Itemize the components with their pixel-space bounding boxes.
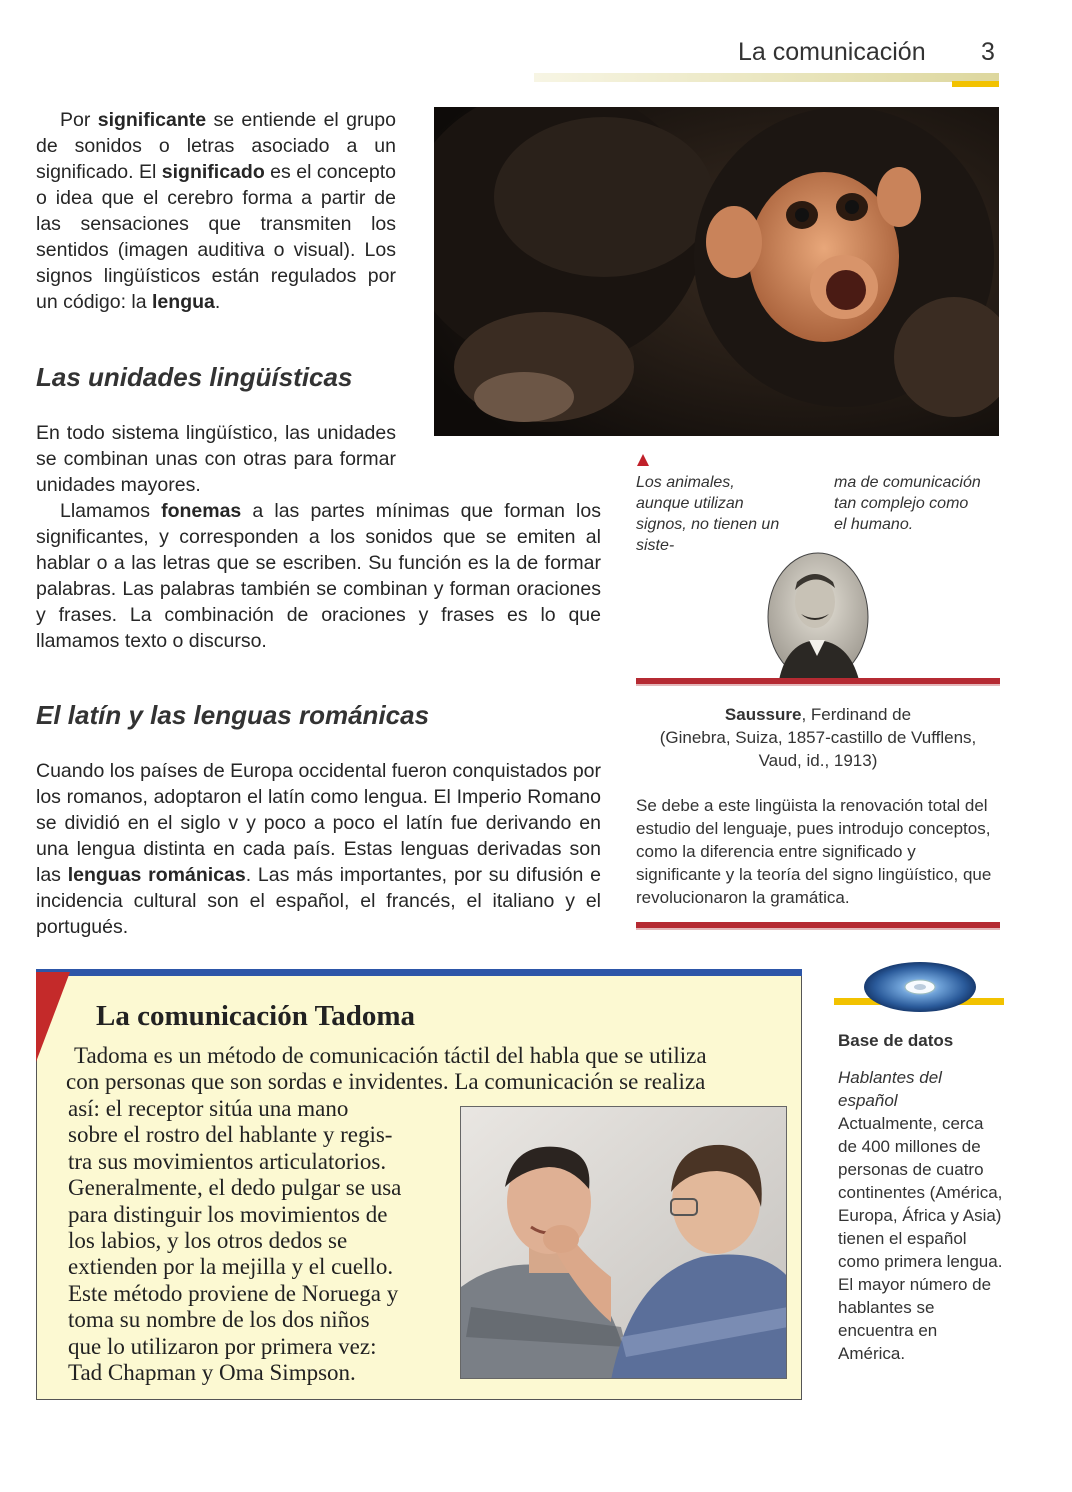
section1-paragraph-2: Llamamos fonemas a las partes mínimas que forman los significantes, y corresponden a los sonidos que se emiten al hablar o a las letras que se escriben. Su función es la de formar palabras. Las palabras también se combinan y forman oraciones y frases. La combinación de oraciones y frases es lo que llamamos texto o discurso. <box>36 500 601 652</box>
page-number: 3 <box>981 38 995 66</box>
tadoma-text-line: extienden por la mejilla y el cuello. <box>68 1254 394 1280</box>
saussure-top-rule-shadow <box>636 684 1000 686</box>
term-significante: significante <box>97 109 207 131</box>
section-title-latin: El latín y las lenguas románicas <box>36 700 430 730</box>
tadoma-text-line: toma su nombre de los dos niños <box>68 1307 370 1333</box>
tadoma-text-line: que lo utilizaron por primera vez: <box>68 1333 377 1359</box>
term-fonemas: fonemas <box>161 500 242 522</box>
tadoma-line-2: con personas que son sordas e invidentes. La comunicación se realiza <box>66 1069 706 1094</box>
section1-paragraph-1: En todo sistema lingüístico, las unidades se combinan unas con otras para formar unidades mayores. <box>36 422 396 496</box>
saussure-portrait <box>767 552 869 682</box>
cd-disc-icon <box>834 960 1004 1024</box>
saussure-bottom-rule-shadow <box>636 928 1000 930</box>
tadoma-text-line: Tad Chapman y Oma Simpson. <box>68 1360 356 1386</box>
photo-caption-left: Los animales, aunque utilizan signos, no tienen un siste- <box>636 474 780 554</box>
saussure-name: Saussure, Ferdinand de <box>724 705 912 724</box>
tadoma-wrapped-text <box>68 1096 458 1386</box>
header-rule <box>534 73 999 82</box>
term-lenguas-romanicas: lenguas románicas <box>67 864 246 886</box>
intro-paragraph: Por significante se entiende el grupo de sonidos o letras asociado a un significado. El significado es el concepto o idea que el cerebro forma a partir de las sensaciones que transmiten los sentidos (imagen auditiva o visual). Los signos lingüísticos están regulados por un código: la lengua. <box>36 109 397 313</box>
term-significado: significado <box>161 161 265 183</box>
page-header-title: La comunicación <box>738 38 926 66</box>
tadoma-photo <box>460 1106 787 1379</box>
tadoma-top-bar <box>36 969 802 976</box>
tadoma-text-line: sobre el rostro del hablante y regis- <box>68 1122 393 1148</box>
chimpanzee-photo <box>434 107 999 436</box>
saussure-dates: (Ginebra, Suiza, 1857-castillo de Vufflens, Vaud, id., 1913) <box>659 728 977 770</box>
caption-triangle-marker <box>637 454 649 466</box>
sidebar-title: Base de datos <box>838 1031 954 1050</box>
section2-paragraph: Cuando los países de Europa occidental fueron conquistados por los romanos, adoptaron el latín como lengua. El Imperio Romano se dividió en el siglo v y poco a poco el latín fue derivando en una lengua distinta en cada país. Estas lenguas derivadas son las lenguas románicas. Las más importantes, por su difusión e incidencia cultural son el español, el francés, el italiano y el portugués. <box>36 760 601 938</box>
saussure-name-block <box>636 703 1000 772</box>
photo-caption-right: ma de comunicación tan complejo como el humano. <box>834 474 981 533</box>
tadoma-text-line: Este método proviene de Noruega y <box>68 1280 399 1306</box>
term-lengua: lengua <box>152 291 215 313</box>
tadoma-text-line: para distinguir los movimientos de <box>68 1201 388 1227</box>
tadoma-text-line: así: el receptor sitúa una mano <box>68 1096 349 1121</box>
tadoma-corner-accent <box>36 972 70 1062</box>
section-title-unidades: Las unidades lingüísticas <box>36 362 353 392</box>
sidebar-subtitle: Hablantes del español <box>838 1068 942 1110</box>
tadoma-text-line: tra sus movimientos articulatorios. <box>68 1148 387 1174</box>
header-rule-accent <box>952 81 999 87</box>
tadoma-line-1: Tadoma es un método de comunicación táctil del habla que se utiliza <box>74 1043 707 1068</box>
sidebar-text: Actualmente, cerca de 400 millones de personas de cuatro continentes (América, Europa, África y Asia) tienen el español como primera lengua. El mayor número de hablantes se encuentra en América. <box>838 1114 1003 1363</box>
tadoma-text-line: Generalmente, el dedo pulgar se usa <box>68 1175 402 1201</box>
tadoma-title: La comunicación Tadoma <box>96 1000 416 1032</box>
saussure-description: Se debe a este lingüista la renovación total del estudio del lenguaje, pues introdujo conceptos, como la diferencia entre significado y significante y la teoría del signo lingüístico, que revolucionaron la gramática. <box>636 796 992 907</box>
tadoma-text-line: los labios, y los otros dedos se <box>68 1228 348 1254</box>
